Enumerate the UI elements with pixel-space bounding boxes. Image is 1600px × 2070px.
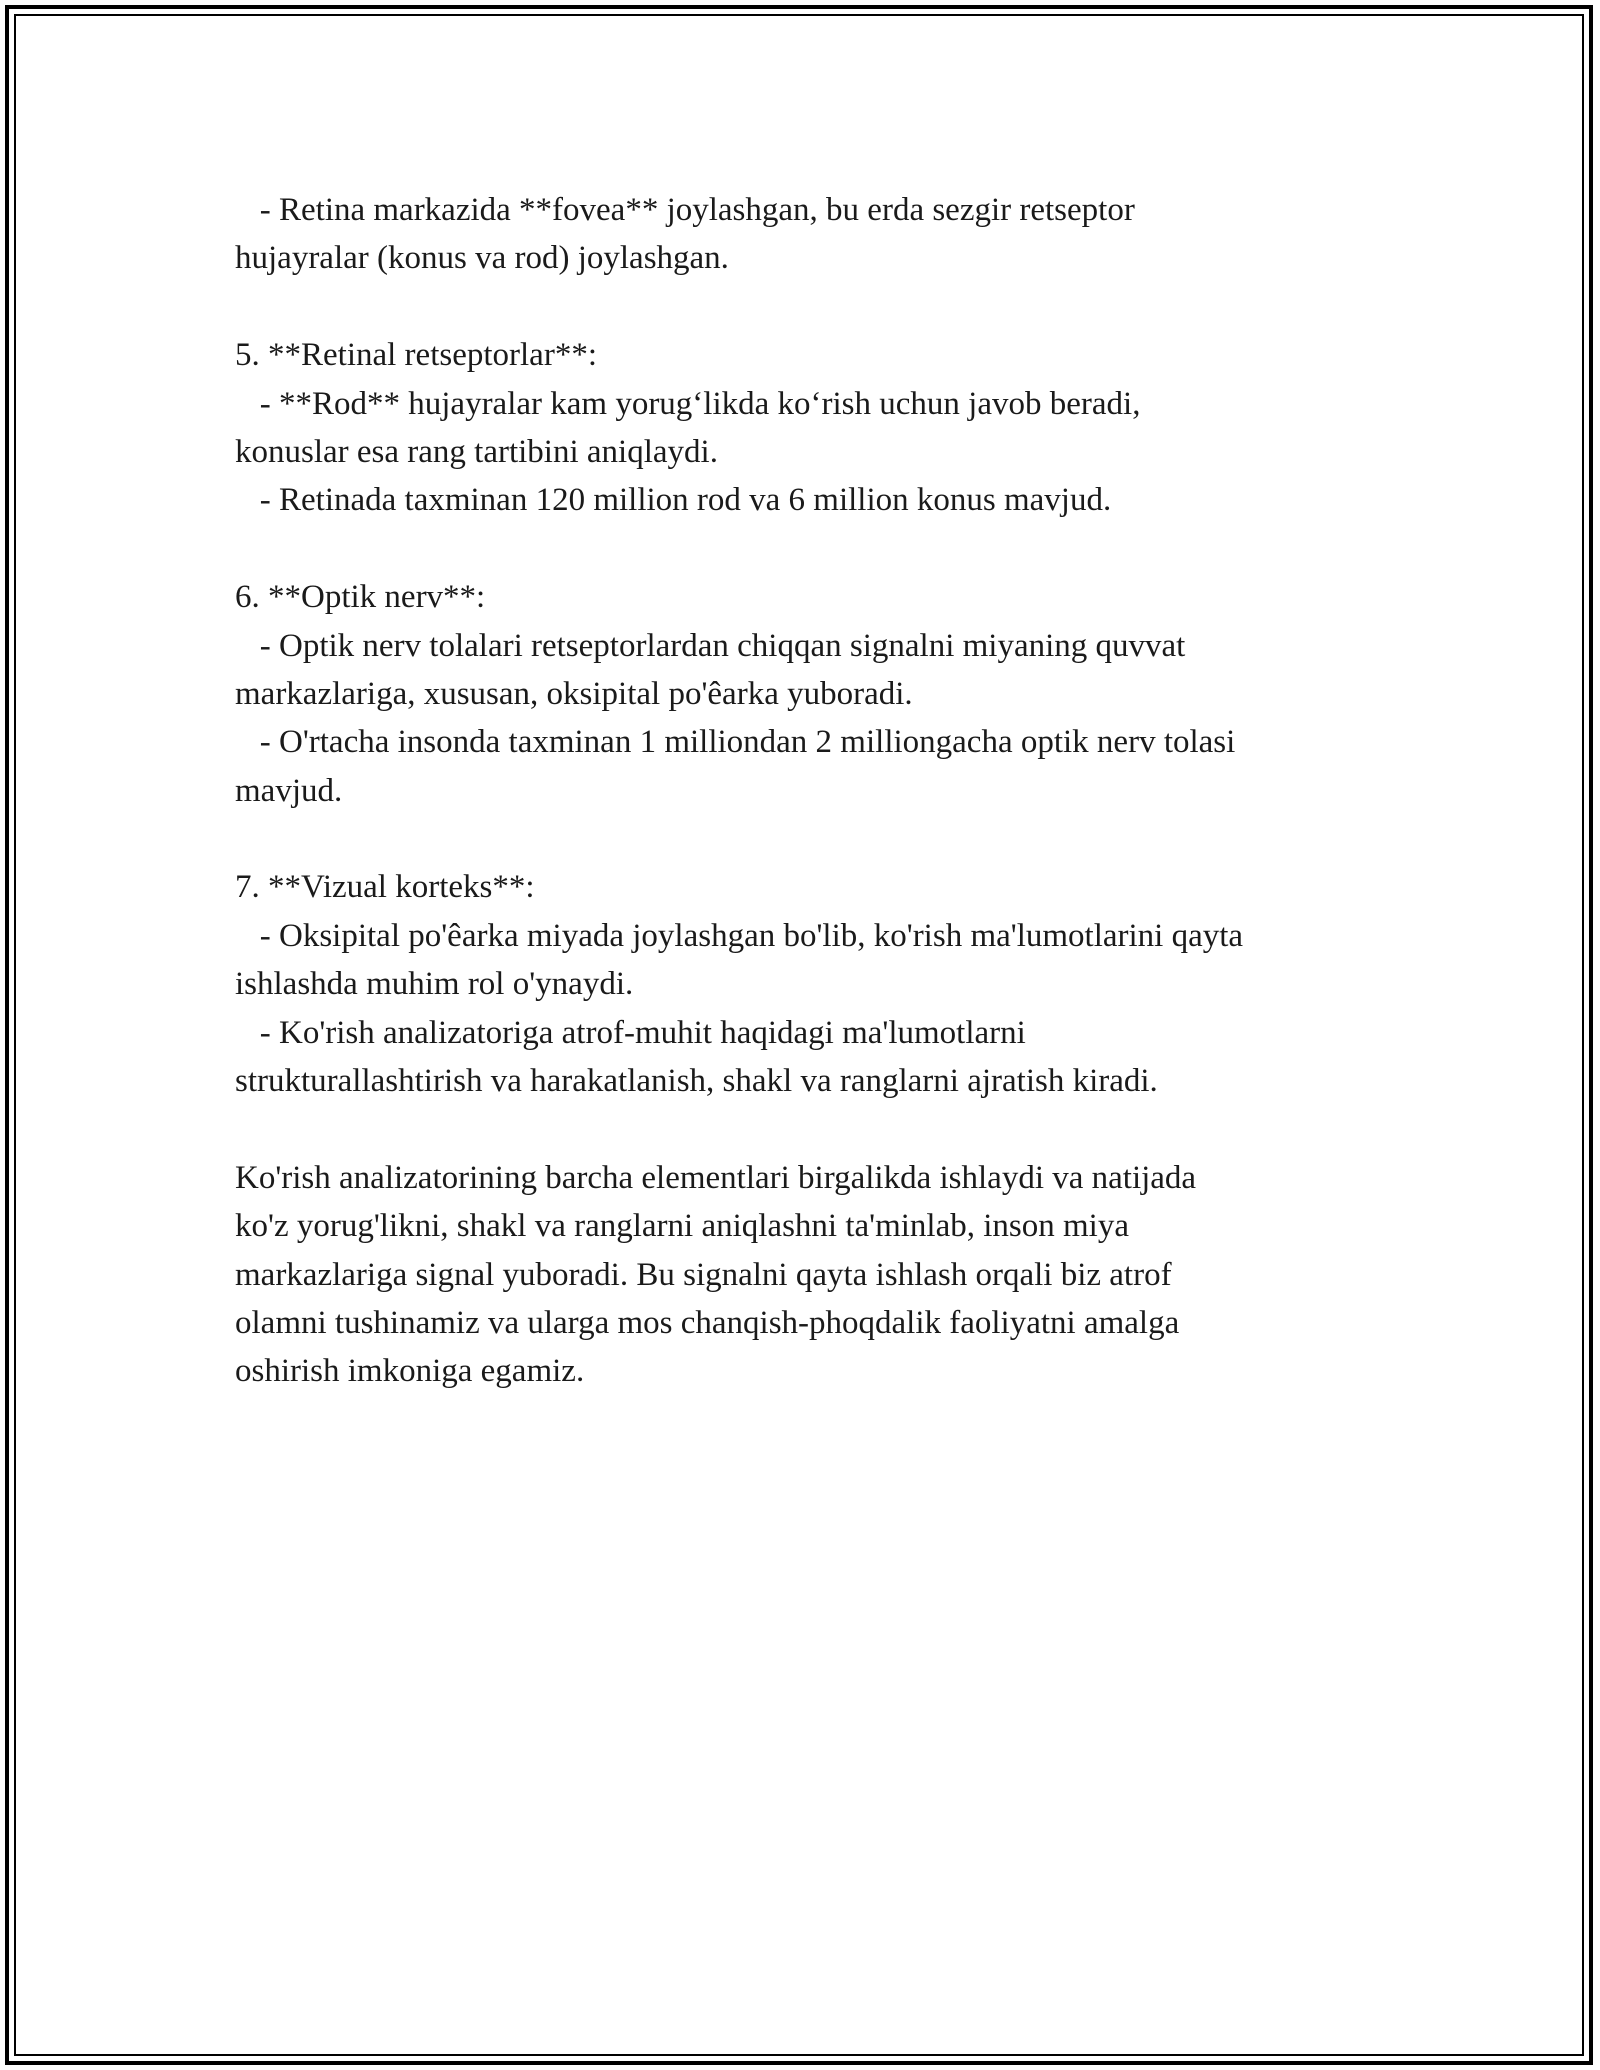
paragraph-spacer <box>235 525 1375 573</box>
paragraph-conclusion <box>235 1154 1375 1396</box>
text-line: Ko'rish analizatorining barcha elementlari birgalikda ishlaydi va natijada <box>235 1159 1197 1196</box>
text-line: - O'rtacha insonda taxminan 1 milliondan 2 milliongacha optik nerv tolasi <box>235 724 1236 761</box>
text-line: - Retina markazida **fovea** joylashgan, bu erda sezgir retseptor <box>235 192 1135 228</box>
section-heading: 6. **Optik nerv**: <box>235 579 486 616</box>
document-body <box>235 186 1375 1396</box>
paragraph-spacer <box>235 815 1375 863</box>
text-line: markazlariga signal yuboradi. Bu signalni qayta ishlash orqali biz atrof <box>235 1256 1172 1293</box>
text-line: - Retinada taxminan 120 million rod va 6 million konus mavjud. <box>235 482 1112 519</box>
paragraph-spacer <box>235 1105 1375 1153</box>
section-visual-cortex <box>235 863 1375 1105</box>
paragraph-spacer <box>235 283 1375 331</box>
text-line: markazlariga, xususan, oksipital po'êarka yuboradi. <box>235 675 913 712</box>
text-line: hujayralar (konus va rod) joylashgan. <box>235 240 729 277</box>
text-line: oshirish imkoniga egamiz. <box>235 1353 585 1390</box>
text-line: olamni tushinamiz va ularga mos chanqish-phoqdalik faoliyatni amalga <box>235 1304 1180 1341</box>
text-line: mavjud. <box>235 772 343 809</box>
text-line: - **Rod** hujayralar kam yorug‘likda ko‘rish uchun javob beradi, <box>235 385 1141 422</box>
text-line: - Optik nerv tolalari retseptorlardan chiqqan signalni miyaning quvvat <box>235 627 1186 664</box>
text-line: strukturallashtirish va harakatlanish, shakl va ranglarni ajratish kiradi. <box>235 1063 1158 1100</box>
text-line: ko'z yorug'likni, shakl va ranglarni aniqlashni ta'minlab, inson miya <box>235 1208 1129 1245</box>
text-line: - Ko'rish analizatoriga atrof-muhit haqidagi ma'lumotlarni <box>235 1014 1026 1051</box>
section-retinal-receptors <box>235 331 1375 525</box>
text-line: konuslar esa rang tartibini aniqlaydi. <box>235 433 718 470</box>
section-optic-nerve <box>235 573 1375 815</box>
section-heading: 5. **Retinal retseptorlar**: <box>235 337 597 374</box>
text-line: ishlashda muhim rol o'ynaydi. <box>235 966 634 1003</box>
text-line: - Oksipital po'êarka miyada joylashgan bo'lib, ko'rish ma'lumotlarini qayta <box>235 917 1244 954</box>
paragraph-fovea <box>235 186 1375 283</box>
section-heading: 7. **Vizual korteks**: <box>235 869 535 906</box>
